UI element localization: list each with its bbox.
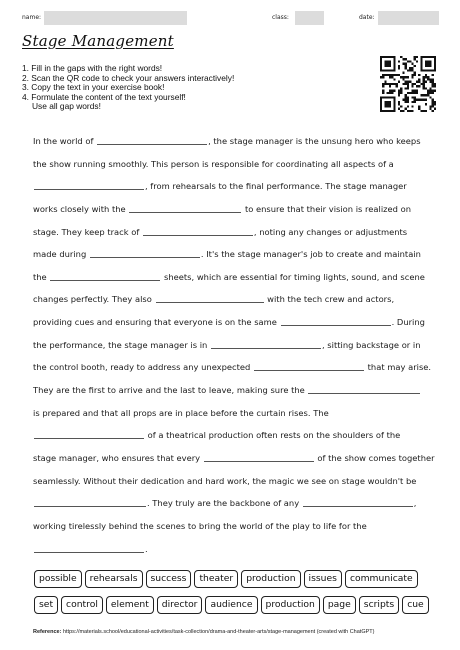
word-bank-item[interactable]: issues bbox=[304, 570, 342, 588]
word-bank-item[interactable]: director bbox=[157, 596, 203, 614]
text-line bbox=[33, 424, 433, 447]
text-segment: seamlessly. Without their dedication and hard work, the magic we see on stage wouldn't be bbox=[33, 475, 417, 486]
text-segment: of the show comes together bbox=[314, 452, 435, 463]
text-segment: the bbox=[33, 271, 50, 282]
text-line bbox=[33, 356, 433, 379]
text-segment: They are the first to arrive and the last to leave, making sure the bbox=[33, 385, 308, 396]
class-field[interactable] bbox=[295, 11, 324, 25]
page-title: Stage Management bbox=[22, 32, 174, 50]
gap-blank[interactable] bbox=[34, 430, 144, 439]
text-line bbox=[33, 447, 433, 470]
text-segment: . They truly are the backbone of any bbox=[147, 498, 302, 509]
text-line bbox=[33, 221, 433, 244]
word-bank-item[interactable]: control bbox=[61, 596, 103, 614]
text-segment: the show running smoothly. This person is responsible for coordinating all aspects of a bbox=[33, 158, 394, 169]
text-line bbox=[33, 266, 433, 289]
text-segment: is prepared and that all props are in place before the curtain rises. The bbox=[33, 407, 329, 418]
word-bank-row-2 bbox=[34, 596, 434, 614]
word-bank-item[interactable]: production bbox=[241, 570, 300, 588]
text-segment: providing cues and ensuring that everyone is on the same bbox=[33, 317, 280, 328]
text-segment: . It's the stage manager's job to create and maintain bbox=[200, 249, 421, 260]
instruction-4-note: Use all gap words! bbox=[32, 101, 101, 112]
text-segment: works closely with the bbox=[33, 203, 129, 214]
text-line bbox=[33, 130, 433, 153]
instruction-1: 1. Fill in the gaps with the right words! bbox=[22, 63, 163, 73]
text-segment: with the tech crew and actors, bbox=[264, 294, 395, 305]
text-segment: to ensure that their vision is realized on bbox=[242, 203, 412, 214]
date-field[interactable] bbox=[378, 11, 439, 25]
gap-blank[interactable] bbox=[97, 136, 207, 145]
text-line bbox=[33, 243, 433, 266]
name-field[interactable] bbox=[44, 11, 187, 25]
text-line bbox=[33, 470, 433, 493]
text-segment: , from rehearsals to the final performance. The stage manager bbox=[145, 181, 407, 192]
text-segment: of a theatrical production often rests on the shoulders of the bbox=[145, 430, 401, 441]
text-segment: , sitting backstage or in bbox=[321, 339, 421, 350]
gap-blank[interactable] bbox=[281, 317, 391, 326]
text-line bbox=[33, 153, 433, 176]
text-segment: , noting any changes or adjustments bbox=[253, 226, 408, 237]
reference-url[interactable]: https://materials.school/educational-activities/task-collection/drama-and-theater-arts/stage-management (created with ChatGPT) bbox=[61, 629, 375, 635]
text-segment: , bbox=[413, 498, 417, 509]
word-bank-item[interactable]: cue bbox=[402, 596, 429, 614]
word-bank-item[interactable]: possible bbox=[34, 570, 82, 588]
text-segment: stage. They keep track of bbox=[33, 226, 142, 237]
gap-blank[interactable] bbox=[90, 249, 200, 258]
word-bank-item[interactable]: element bbox=[106, 596, 154, 614]
text-segment: sheets, which are essential for timing lights, sound, and scene bbox=[161, 271, 425, 282]
text-segment: made during bbox=[33, 249, 89, 260]
word-bank-item[interactable]: theater bbox=[194, 570, 238, 588]
text-line bbox=[33, 175, 433, 198]
text-line bbox=[33, 538, 433, 561]
text-line bbox=[33, 334, 433, 357]
text-segment: the performance, the stage manager is in bbox=[33, 339, 210, 350]
text-line bbox=[33, 288, 433, 311]
word-bank-row-1 bbox=[34, 570, 434, 588]
text-line bbox=[33, 492, 433, 515]
text-segment: . During bbox=[391, 317, 425, 328]
text-segment: stage manager, who ensures that every bbox=[33, 452, 203, 463]
gap-text bbox=[33, 130, 433, 560]
instruction-4: 4. Formulate the content of the text yourself! bbox=[22, 91, 186, 102]
gap-blank[interactable] bbox=[156, 294, 264, 303]
text-segment: working tirelessly behind the scenes to bring the world of the play to life for the bbox=[33, 520, 367, 531]
gap-blank[interactable] bbox=[143, 227, 253, 236]
word-bank-item[interactable]: scripts bbox=[359, 596, 399, 614]
name-label: name: bbox=[22, 14, 42, 21]
text-segment: , the stage manager is the unsung hero who keeps bbox=[208, 136, 421, 146]
reference bbox=[33, 629, 374, 635]
text-segment: . bbox=[145, 543, 148, 554]
gap-blank[interactable] bbox=[34, 181, 144, 190]
word-bank-item[interactable]: communicate bbox=[345, 570, 418, 588]
instruction-2: 2. Scan the QR code to check your answers interactively! bbox=[22, 72, 235, 83]
gap-blank[interactable] bbox=[129, 204, 241, 213]
word-bank-item[interactable]: set bbox=[34, 596, 58, 614]
instruction-3: 3. Copy the text in your exercise book! bbox=[22, 82, 165, 93]
text-segment: In the world of bbox=[33, 136, 97, 146]
gap-blank[interactable] bbox=[50, 272, 160, 281]
word-bank-item[interactable]: production bbox=[261, 596, 320, 614]
word-bank-item[interactable]: success bbox=[146, 570, 192, 588]
date-label: date: bbox=[359, 14, 375, 21]
gap-blank[interactable] bbox=[34, 544, 144, 553]
gap-blank[interactable] bbox=[211, 340, 321, 349]
gap-blank[interactable] bbox=[34, 498, 146, 507]
text-line bbox=[33, 402, 433, 425]
word-bank-item[interactable]: audience bbox=[205, 596, 257, 614]
gap-blank[interactable] bbox=[204, 453, 314, 462]
gap-blank[interactable] bbox=[303, 498, 413, 507]
qr-code-icon[interactable] bbox=[380, 56, 436, 112]
text-segment: that may arise. bbox=[365, 362, 432, 373]
text-segment: changes perfectly. They also bbox=[33, 294, 155, 305]
text-line bbox=[33, 198, 433, 221]
gap-blank[interactable] bbox=[308, 385, 420, 394]
text-line bbox=[33, 379, 433, 402]
word-bank-item[interactable]: rehearsals bbox=[85, 570, 143, 588]
reference-label: Reference: bbox=[33, 629, 62, 635]
instructions bbox=[22, 64, 234, 112]
text-segment: the control booth, ready to address any unexpected bbox=[33, 362, 253, 373]
gap-blank[interactable] bbox=[254, 362, 364, 371]
class-label: class: bbox=[272, 14, 289, 21]
word-bank-item[interactable]: page bbox=[323, 596, 356, 614]
text-line bbox=[33, 311, 433, 334]
text-line bbox=[33, 515, 433, 538]
